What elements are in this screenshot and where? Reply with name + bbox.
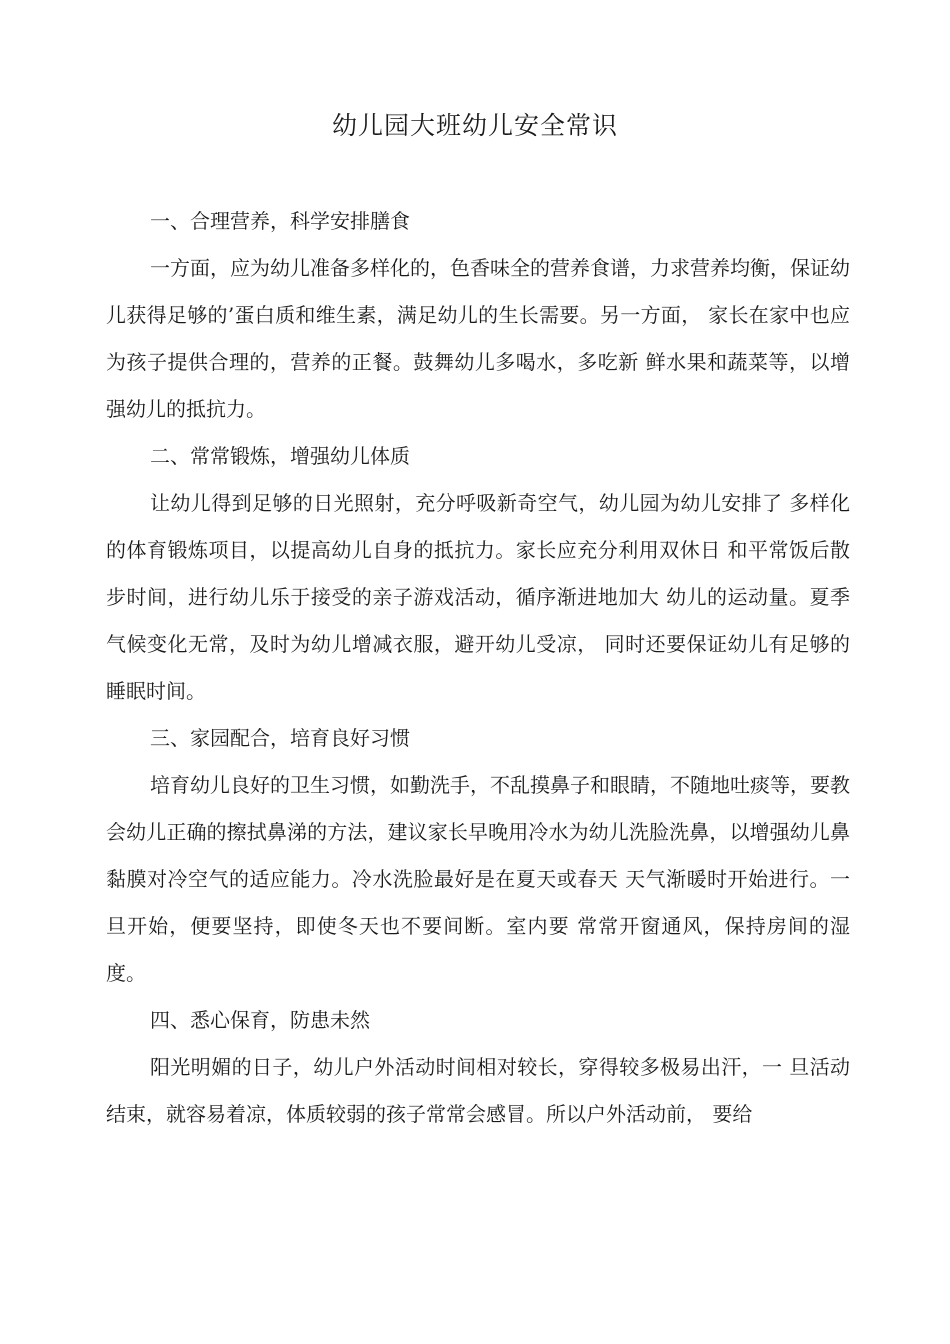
section-paragraph-4: 阳光明媚的日子，幼儿户外活动时间相对较长，穿得较多极易出汗，一 旦活动结束，就容易着凉，体质较弱的孩子常常会感冒。所以户外活动前， 要给 <box>106 1055 850 1126</box>
section-paragraph-3: 培育幼儿良好的卫生习惯，如勤洗手，不乱摸鼻子和眼睛，不随地吐痰等，要教会幼儿正确的擦拭鼻涕的方法，建议家长早晚用冷水为幼儿洗脸洗鼻，以增强幼儿鼻黏膜对冷空气的适应能力。冷水洗脸最好是在夏天或春天 天气渐暖时开始进行。一旦开始，便要坚持，即使冬天也不要间断。室内要 常常开窗通风，保持房间的湿度。 <box>106 773 850 985</box>
section-heading-3: 三、家园配合，培育良好习惯 <box>150 726 410 750</box>
document-body <box>106 198 850 1138</box>
section-heading-2: 二、常常锻炼，增强幼儿体质 <box>150 444 410 468</box>
section-heading-4: 四、悉心保育，防患未然 <box>150 1008 370 1032</box>
section-heading-1: 一、合理营养，科学安排膳食 <box>150 209 410 233</box>
section-paragraph-2: 让幼儿得到足够的日光照射，充分呼吸新奇空气，幼儿园为幼儿安排了 多样化的体育锻炼项目，以提高幼儿自身的抵抗力。家长应充分利用双休日 和平常饭后散步时间，进行幼儿乐于接受的亲子游戏活动，循序渐进地加大 幼儿的运动量。夏季气候变化无常，及时为幼儿增减衣服，避开幼儿受凉， 同时还要保证幼儿有足够的睡眠时间。 <box>106 491 850 703</box>
document-title: 幼儿园大班幼儿安全常识 <box>331 111 618 140</box>
section-paragraph-1: 一方面，应为幼儿准备多样化的，色香味全的营养食谱，力求营养均衡，保证幼儿获得足够的’蛋白质和维生素，满足幼儿的生长需要。另一方面， 家长在家中也应为孩子提供合理的，营养的正餐。鼓舞幼儿多喝水，多吃新 鲜水果和蔬菜等，以增强幼儿的抵抗力。 <box>106 256 850 421</box>
